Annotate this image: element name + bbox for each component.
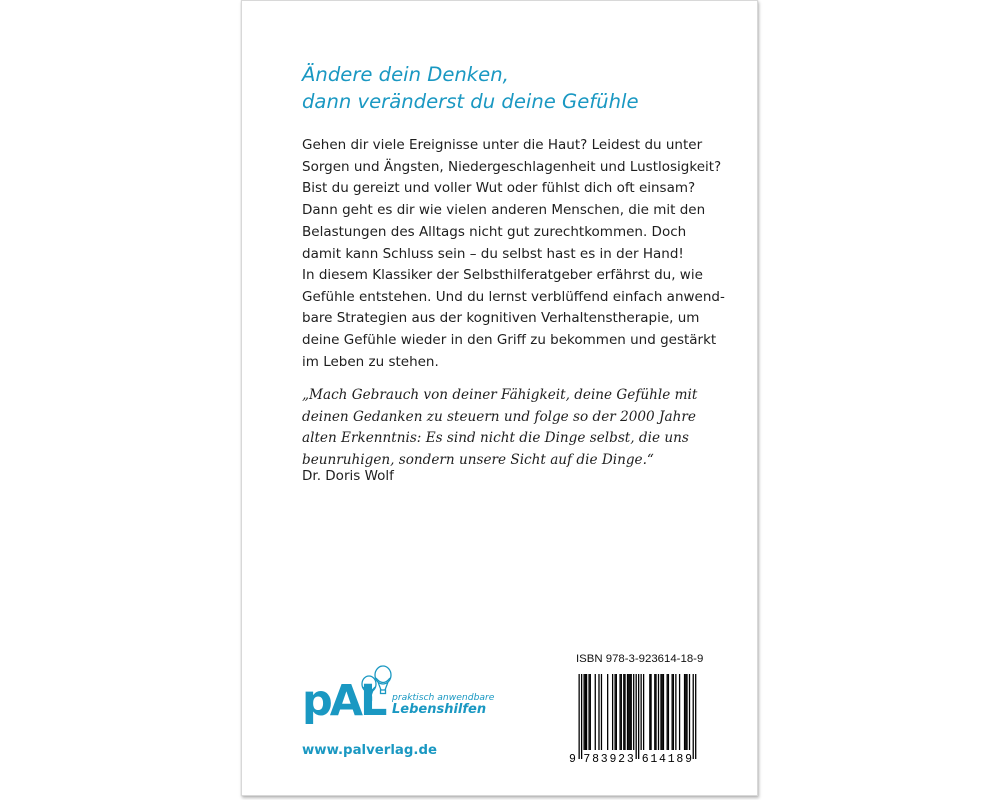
barcode-bar [660, 674, 661, 750]
barcode-digit: 9 [609, 753, 617, 766]
barcode-bar [663, 674, 664, 750]
barcode-bar [586, 674, 587, 750]
barcode-digit: 9 [685, 753, 693, 766]
text-line: Gehen dir viele Ereignisse unter die Haut? Leidest du unter [302, 137, 703, 153]
barcode-bar [624, 674, 625, 750]
barcode-bar [607, 674, 608, 750]
barcode-bar [588, 674, 589, 750]
barcode-bar [628, 674, 629, 750]
barcode-bar [649, 674, 650, 750]
barcode-bar [614, 674, 615, 750]
barcode-bar [585, 674, 586, 750]
barcode-bar [627, 674, 628, 750]
barcode-bar [667, 674, 668, 750]
barcode-bar [673, 674, 674, 750]
barcode-bar [650, 674, 651, 750]
barcode-digit: 9 [569, 753, 576, 766]
text-line: bare Strategien aus der kognitiven Verhaltenstherapie, um [302, 310, 700, 327]
publisher-website: www.palverlag.de [302, 743, 437, 758]
blurb-paragraph-2 [302, 265, 725, 374]
logo-tagline-large: Lebenshilfen [392, 702, 487, 717]
barcode-bar [686, 674, 687, 750]
quote-author: Dr. Doris Wolf [302, 468, 394, 484]
barcode-bar [583, 674, 584, 750]
headline-line-1: Ändere dein Denken, [302, 63, 509, 86]
barcode-bar [693, 674, 694, 759]
barcode-bar [654, 674, 655, 750]
barcode-bar [675, 674, 676, 750]
barcode-bar [689, 674, 690, 750]
barcode-bar [695, 674, 696, 759]
barcode-bar [655, 674, 656, 750]
barcode-bar [643, 674, 644, 750]
quote-line: „Mach Gebrauch von deiner Fähigkeit, deine Gefühle mit [302, 387, 698, 403]
barcode-bar [641, 674, 642, 750]
barcode-bar [629, 674, 630, 750]
publisher-logo [302, 665, 522, 735]
book-back-cover [241, 0, 758, 796]
author-quote [302, 385, 697, 471]
cover-headline [302, 61, 639, 115]
quote-line: alten Erkenntnis: Es sind nicht die Dinge selbst, die uns [302, 430, 689, 447]
barcode-bar [631, 674, 632, 750]
barcode-bar [636, 674, 637, 759]
barcode-digit: 8 [592, 753, 600, 766]
barcode-bar [662, 674, 663, 750]
text-line: Bist du gereizt und voller Wut oder fühlst dich oft einsam? [302, 180, 696, 197]
text-line: deine Gefühle wieder in den Griff zu bekommen und gestärkt [302, 332, 717, 349]
logo-wordmark: pAL [302, 676, 385, 726]
barcode-bar [595, 674, 596, 750]
barcode-digit: 6 [641, 753, 649, 766]
barcode-digit: 1 [667, 753, 675, 766]
barcode-bar [621, 674, 622, 750]
barcode-digit: 2 [618, 753, 626, 766]
barcode-bar [658, 674, 659, 750]
barcode-bar [623, 674, 624, 750]
barcode-bar [633, 674, 634, 750]
barcode-bar [679, 674, 680, 750]
isbn-label: ISBN 978-3-923614-18-9 [576, 653, 704, 665]
blurb-paragraph-1 [302, 135, 721, 265]
barcode-bar [685, 674, 686, 750]
barcode-bar [616, 674, 617, 750]
logo-tagline-small: praktisch anwendbare [392, 692, 495, 703]
text-line: Sorgen und Ängsten, Niedergeschlagenheit und Lustlosigkeit? [302, 158, 722, 175]
barcode-digit: 3 [600, 753, 608, 766]
quote-line: beunruhigen, sondern unsere Sicht auf die Dinge.“ [302, 451, 654, 468]
text-line: In diesem Klassiker der Selbsthilferatgeber erfährst du, wie [302, 267, 703, 283]
barcode-digit: 1 [650, 753, 658, 766]
text-line: damit kann Schluss sein – du selbst hast es in der Hand! [302, 245, 684, 262]
text-line: Dann geht es dir wie vielen anderen Menschen, die mit den [302, 202, 706, 219]
barcode-bar [601, 674, 602, 750]
barcode-bar [579, 674, 580, 759]
barcode-bar [598, 674, 599, 750]
barcode-bar [672, 674, 673, 750]
barcode-digit: 3 [626, 753, 634, 766]
barcode-digit: 8 [676, 753, 684, 766]
barcode-digit: 7 [583, 753, 591, 766]
quote-line: deinen Gedanken zu steuern und folge so der 2000 Jahre [302, 408, 696, 425]
barcode-bar [619, 674, 620, 750]
barcode-bar [581, 674, 582, 759]
barcode-digit: 4 [659, 753, 666, 766]
text-line: Belastungen des Alltags nicht gut zurechtkommen. Doch [302, 223, 687, 240]
text-line: im Leben zu stehen. [302, 353, 439, 370]
barcode-bar [668, 674, 669, 750]
barcode-bar [684, 674, 685, 750]
barcode-bar [612, 674, 613, 750]
headline-line-2: dann veränderst du deine Gefühle [302, 90, 639, 113]
text-line: Gefühle entstehen. Und du lernst verblüffend einfach anwend- [302, 288, 725, 305]
barcode-bar [590, 674, 591, 750]
barcode-bar [638, 674, 639, 759]
isbn-barcode [568, 670, 700, 767]
